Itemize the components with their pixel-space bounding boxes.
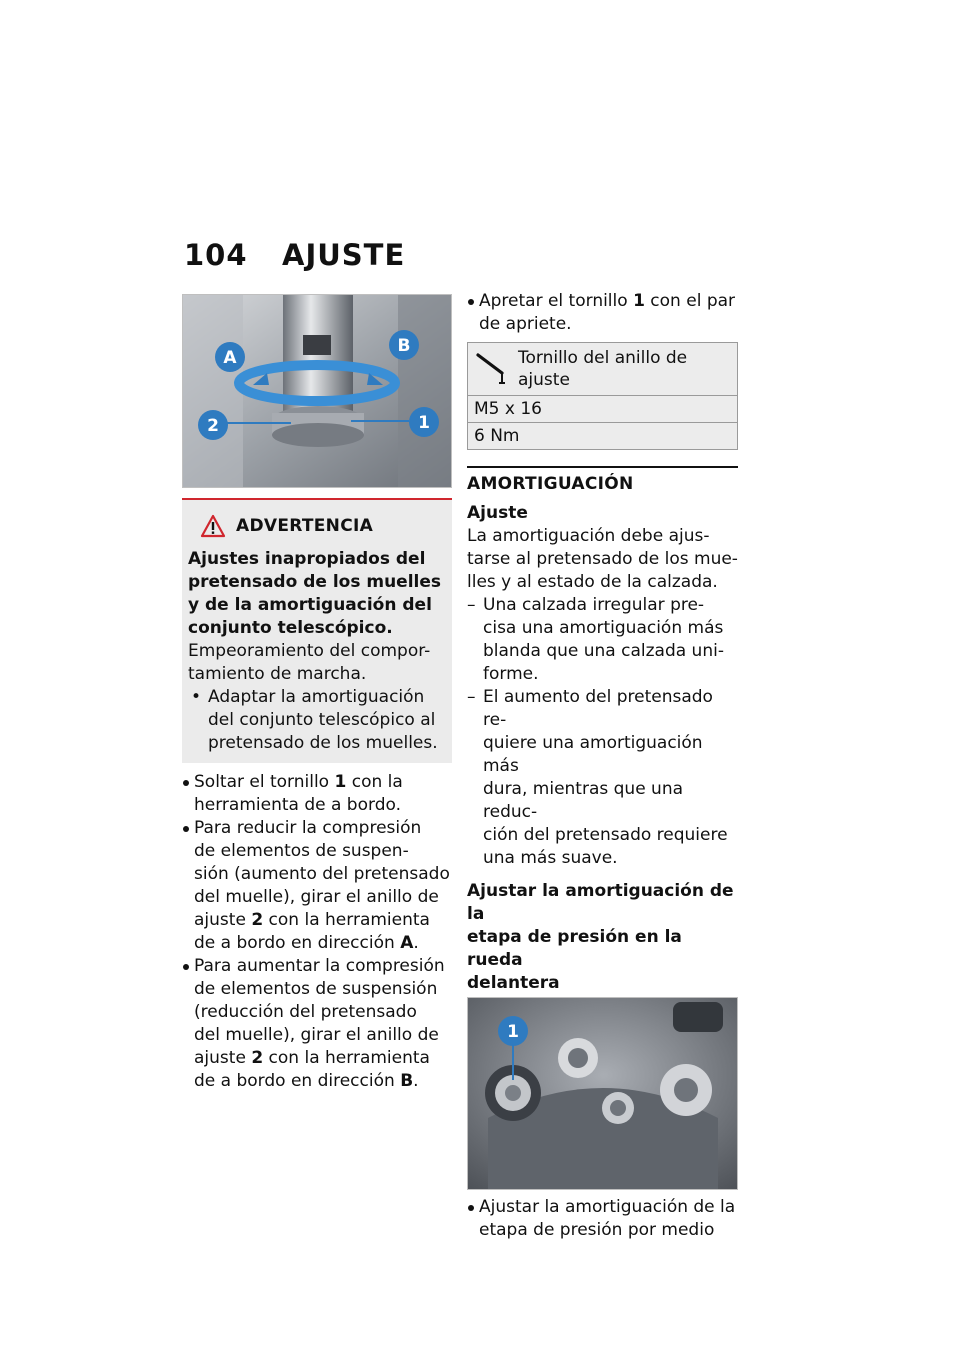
fork-adjuster-illustration: [183, 295, 452, 488]
item-text: Soltar el tornillo: [194, 772, 335, 792]
list-item: [467, 290, 738, 336]
torque-spec-table: [467, 342, 738, 450]
dash-marker: –: [467, 687, 476, 707]
item-text: etapa de presión por medio: [479, 1220, 715, 1240]
paragraph-line: La amortiguación debe ajus-: [467, 526, 710, 546]
subsection-title-line: delantera: [467, 973, 560, 993]
warning-text-line: Empeoramiento del compor-: [188, 641, 431, 661]
spec-header-row: [468, 343, 738, 396]
dash-item: [467, 686, 738, 870]
item-text: del muelle), girar el anillo de: [194, 1025, 439, 1045]
item-text: .: [413, 933, 419, 953]
item-text: una más suave.: [483, 848, 618, 868]
item-ref-number: 2: [251, 1048, 264, 1068]
item-text: del muelle), girar el anillo de: [194, 887, 439, 907]
warning-text-line: tamiento de marcha.: [188, 664, 367, 684]
section-title: AMORTIGUACIÓN: [467, 474, 634, 494]
spec-torque: 6 Nm: [468, 423, 738, 450]
dash-marker: –: [467, 595, 476, 615]
item-ref-number: 1: [633, 291, 645, 311]
callout-1-label: 1: [507, 1022, 519, 1042]
item-text: sión (aumento del pretensado: [194, 864, 450, 884]
item-ref-letter: B: [400, 1071, 414, 1091]
item-text: .: [413, 1071, 419, 1091]
item-text: de a bordo en dirección: [194, 1071, 401, 1091]
section-damping: [467, 466, 738, 1242]
page-header: [184, 238, 405, 272]
subsection-title-line: etapa de presión en la rueda: [467, 927, 682, 970]
fork-adjuster-figure: [182, 294, 452, 488]
spec-name: ajuste: [518, 370, 570, 390]
spec-name: Tornillo del anillo de: [518, 348, 688, 368]
item-text: Una calzada irregular pre-: [483, 595, 705, 615]
warning-bullet: [188, 686, 442, 755]
item-text: de elementos de suspen-: [194, 841, 409, 861]
warning-triangle-icon: [200, 514, 226, 538]
bullet-icon: [182, 817, 194, 955]
bullet-icon: [182, 955, 194, 1093]
warning-bullet-line: del conjunto telescópico al: [208, 710, 436, 730]
warning-bold-line: Ajustes inapropiados del: [188, 549, 426, 569]
item-text: ción del pretensado requiere: [483, 825, 728, 845]
item-ref-letter: A: [400, 933, 414, 953]
item-text: de a bordo en dirección: [194, 933, 401, 953]
item-text: ajuste: [194, 1048, 252, 1068]
warning-bold-line: y de la amortiguación del: [188, 595, 432, 615]
warning-bullet-line: Adaptar la amortiguación: [208, 687, 425, 707]
item-text: Ajustar la amortiguación de la: [479, 1197, 736, 1217]
warning-heading: [200, 514, 442, 538]
warning-title: ADVERTENCIA: [236, 516, 374, 536]
bullet-icon: •: [191, 687, 202, 707]
wrench-icon: [474, 347, 510, 387]
subsection-title: Ajuste: [467, 503, 528, 523]
item-text: de elementos de suspensión: [194, 979, 438, 999]
paragraph-line: lles y al estado de la calzada.: [467, 572, 718, 592]
spec-row: [468, 396, 738, 423]
item-text: herramienta de a bordo.: [194, 795, 401, 815]
warning-bold-line: conjunto telescópico.: [188, 618, 393, 638]
item-text: blanda que una calzada uni-: [483, 641, 724, 661]
item-text: dura, mientras que una reduc-: [483, 779, 684, 822]
item-text: Para reducir la compresión: [194, 818, 422, 838]
callout-b-label: B: [397, 336, 411, 356]
callout-1-label: 1: [418, 413, 430, 433]
item-text: cisa una amortiguación más: [483, 618, 724, 638]
item-text: ajuste: [194, 910, 252, 930]
fork-top-illustration: [468, 998, 738, 1190]
item-text: de apriete.: [479, 314, 572, 334]
right-column: [467, 290, 738, 1242]
list-item: [182, 771, 452, 817]
item-text: con la herramienta: [263, 910, 430, 930]
bullet-icon: [467, 1196, 479, 1242]
subsection-title-line: Ajustar la amortiguación de la: [467, 881, 734, 924]
left-column: [182, 294, 452, 1093]
front-fork-top-figure: [467, 997, 738, 1190]
item-text: (reducción del pretensado: [194, 1002, 417, 1022]
list-item: [182, 817, 452, 955]
page-number: 104: [184, 238, 248, 272]
callout-2-label: 2: [207, 416, 219, 436]
bullet-icon: [467, 290, 479, 336]
item-text: con la: [346, 772, 403, 792]
item-text: forme.: [483, 664, 539, 684]
bullet-icon: [182, 771, 194, 817]
callout-a-label: A: [223, 348, 237, 368]
item-ref-number: 2: [251, 910, 264, 930]
item-text: con la herramienta: [263, 1048, 430, 1068]
spec-size: M5 x 16: [468, 396, 738, 423]
paragraph-line: tarse al pretensado de los mue-: [467, 549, 738, 569]
page-title: AJUSTE: [282, 238, 406, 272]
dash-item: [467, 594, 738, 686]
item-text: con el par: [644, 291, 736, 311]
item-text: Para aumentar la compresión: [194, 956, 445, 976]
list-item: [182, 955, 452, 1093]
item-text: El aumento del pretensado re-: [483, 687, 713, 730]
item-ref-number: 1: [334, 772, 347, 792]
warning-box: [182, 498, 452, 763]
item-text: Apretar el tornillo: [479, 291, 634, 311]
spec-row: [468, 423, 738, 450]
list-item: [467, 1196, 738, 1242]
warning-bold-line: pretensado de los muelles: [188, 572, 442, 592]
left-instruction-list: [182, 771, 452, 1093]
warning-bullet-line: pretensado de los muelles.: [208, 733, 438, 753]
item-text: quiere una amortiguación más: [483, 733, 703, 776]
subsection-title: [467, 880, 738, 995]
